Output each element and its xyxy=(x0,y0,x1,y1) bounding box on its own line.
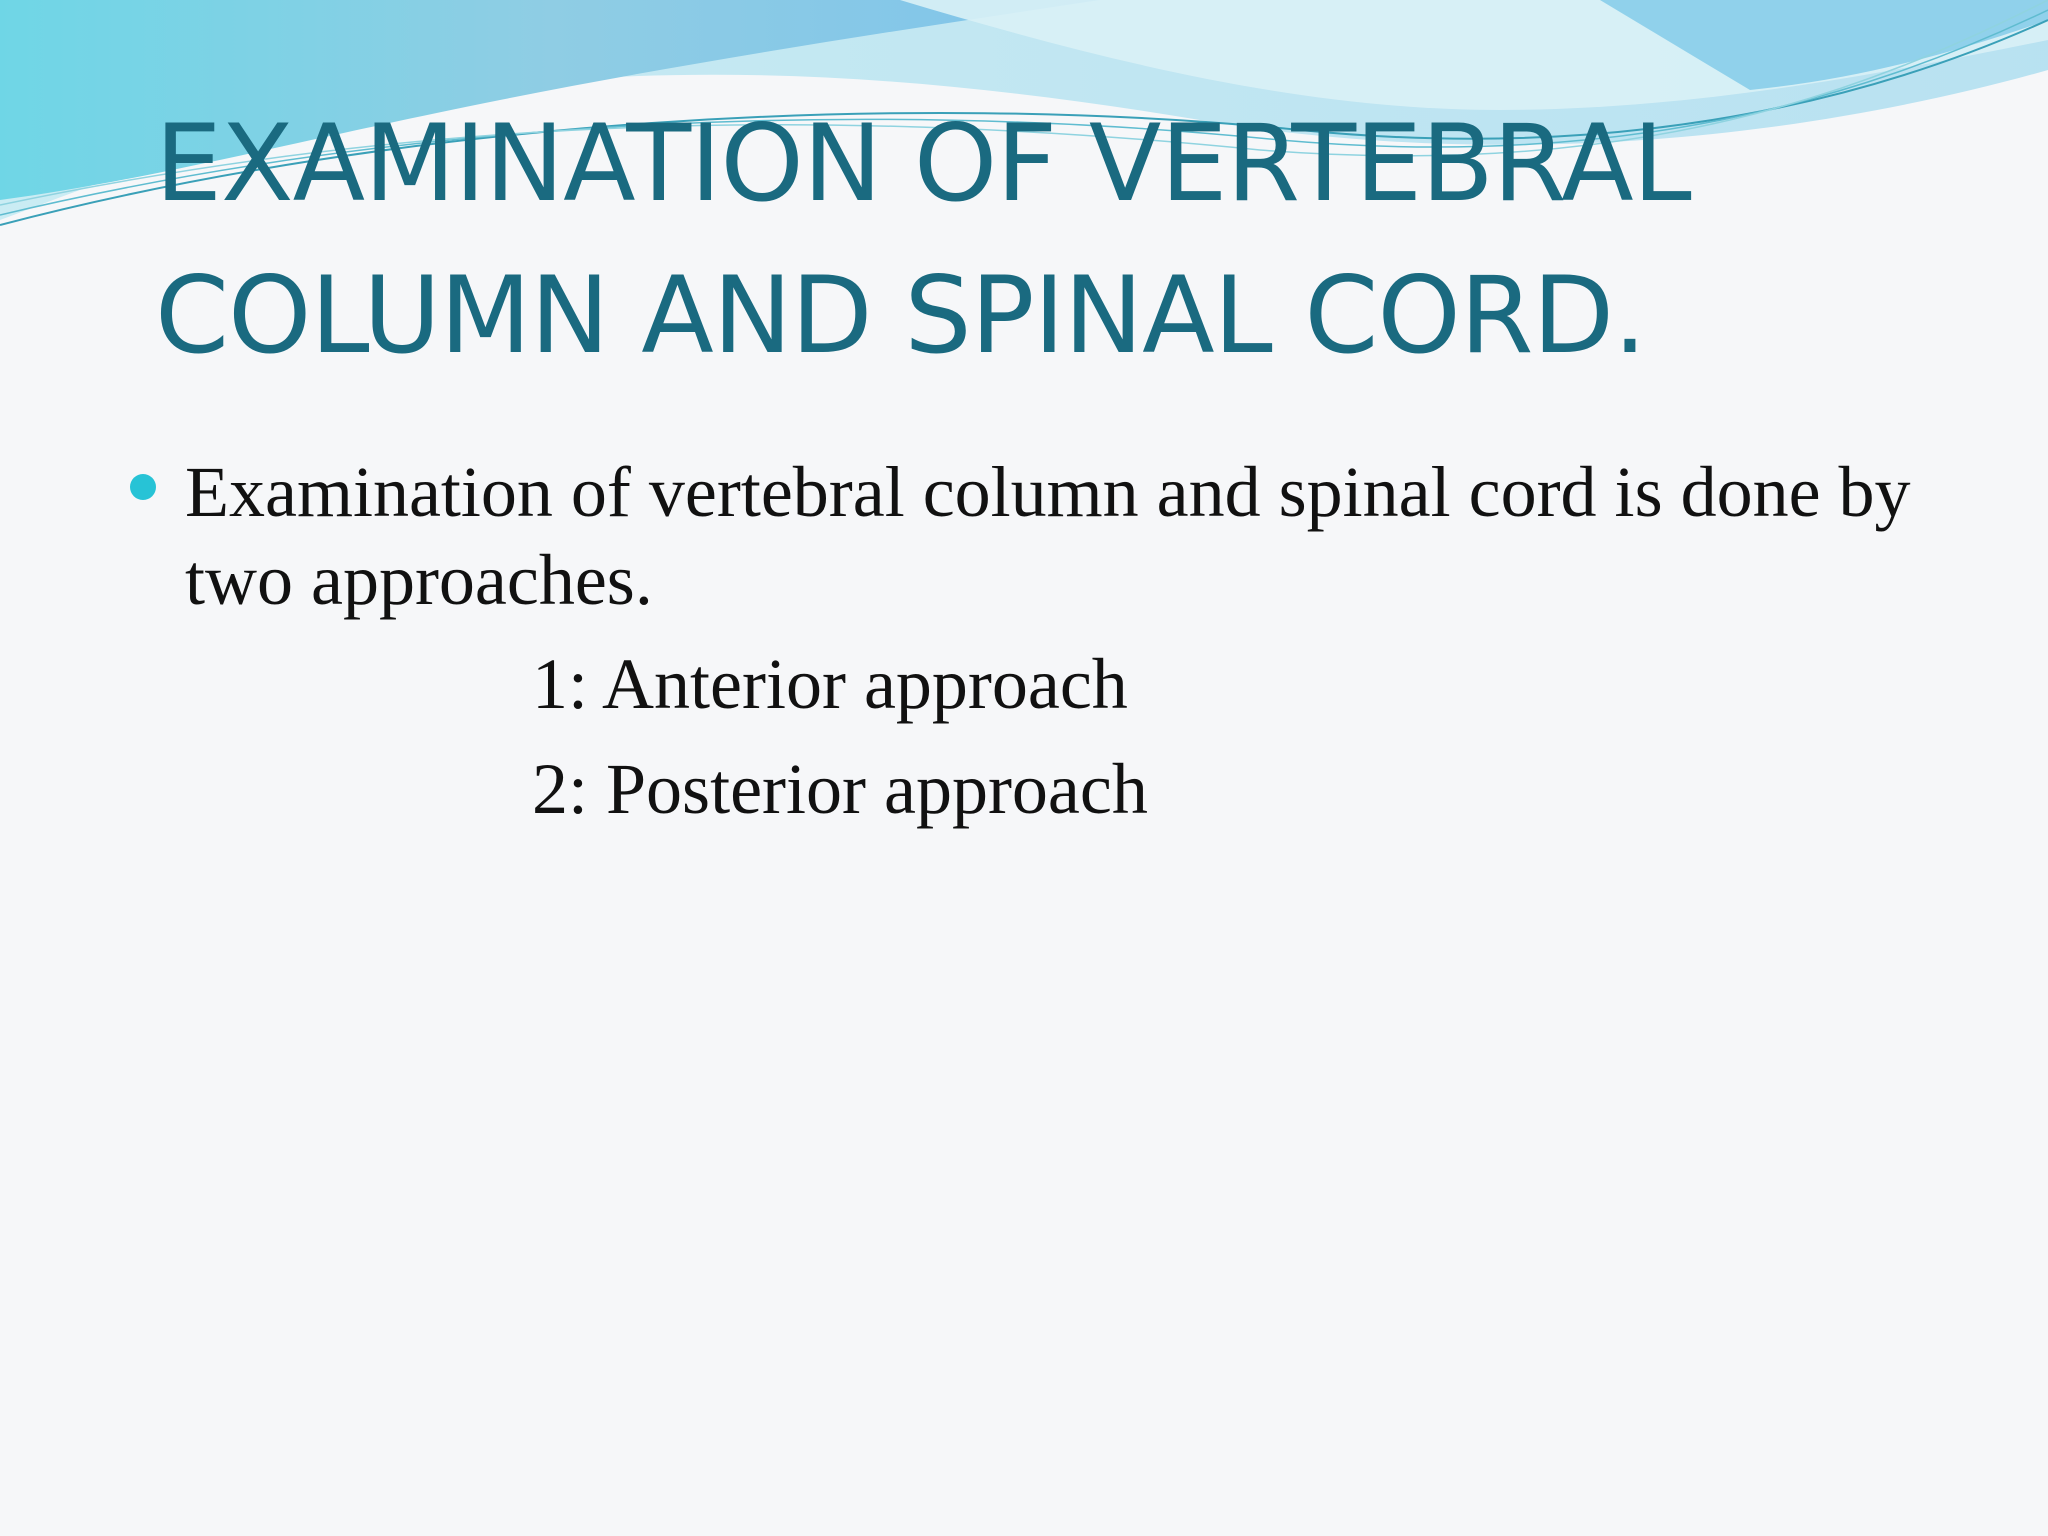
sub-item-posterior: 2: Posterior approach xyxy=(532,749,1148,829)
title-line-2: COLUMN AND SPINAL CORD. xyxy=(155,254,1646,377)
bullet-icon xyxy=(130,474,156,500)
title-line-1: EXAMINATION OF VERTEBRAL xyxy=(155,102,1691,225)
slide-title xyxy=(155,88,1955,392)
bullet-text: Examination of vertebral column and spinal cord is done by two approaches. xyxy=(185,452,1911,620)
sub-item-anterior: 1: Anterior approach xyxy=(532,644,1128,724)
